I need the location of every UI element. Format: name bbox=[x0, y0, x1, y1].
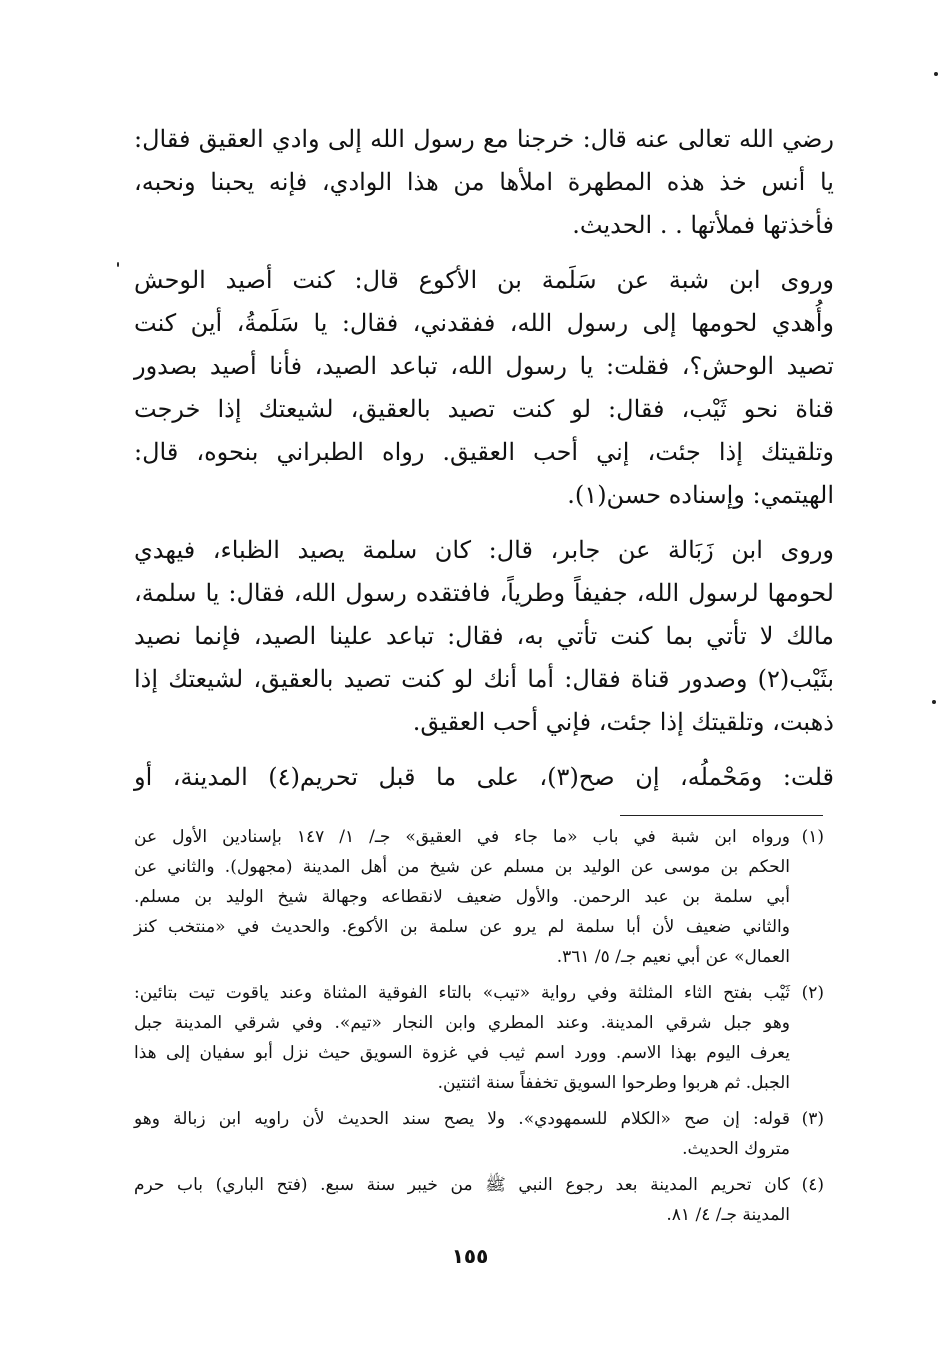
text-line: تصيد الوحش؟، فقلت: يا رسول الله، تباعد الصيد، فأنا أصيد بصدور bbox=[134, 352, 834, 380]
text-line: وتلقيتك إذا جئت، إني أحب العقيق. رواه الطبراني بنحوه، قال: bbox=[134, 438, 834, 466]
footnote-line: كان تحريم المدينة بعد رجوع النبي ﷺ من خيبر سنة سبع. (فتح الباري) باب حرم bbox=[134, 1175, 790, 1195]
margin-speck bbox=[932, 700, 936, 704]
footnote-line: ورواه ابن شبة في باب «ما جاء في العقيق» جـ/ ١/ ١٤٧ بإسنادين الأول عن bbox=[134, 827, 790, 847]
text-line: وروى ابن شبة عن سَلَمة بن الأكوع قال: كنت أصيد الوحش bbox=[134, 266, 834, 294]
text-line: الهيتمي: وإسناده حسن(١). bbox=[567, 481, 834, 509]
footnote-line: قوله: إن صح «الكلام للسمهودي». ولا يصح سند الحديث لأن راويه ابن زبالة وهو bbox=[134, 1109, 790, 1129]
margin-speck bbox=[934, 72, 938, 76]
footnote-line: يعرف اليوم بهذا الاسم. وورد اسم ثيب في غزوة السويق حيث نزل أبو سفيان إلى هذا bbox=[134, 1043, 790, 1063]
footnote-text bbox=[134, 978, 790, 1098]
footnote-line: المدينة جـ/ ٤/ ٨١. bbox=[666, 1205, 790, 1225]
footnote-3 bbox=[134, 1104, 824, 1164]
footnote-line: متروك الحديث. bbox=[682, 1139, 790, 1159]
text-line: وروى ابن زَبَالة عن جابر، قال: كان سلمة يصيد الظباء، فيهدي bbox=[134, 536, 834, 564]
footnote-line: العمال» عن أبي نعيم جـ/ ٥/ ٣٦١. bbox=[556, 947, 790, 967]
footnote-number: (٣) bbox=[801, 1109, 824, 1129]
footnote-text bbox=[134, 822, 790, 972]
page-number: ١٥٥ bbox=[451, 1244, 489, 1268]
text-line: لحومها لرسول الله، جفيفاً وطرياً، فافتقده رسول الله، فقال: يا سلمة، bbox=[134, 579, 834, 607]
footnote-2 bbox=[134, 978, 824, 1098]
footnote-number: (٢) bbox=[801, 983, 824, 1003]
footnote-line: أبي سلمة بن عبد الرحمن. والأول ضعيف لانقطاعه وجهالة شيخ الوليد بن مسلم. bbox=[134, 887, 790, 907]
paragraph-1 bbox=[134, 118, 834, 247]
footnote-line: الحكم بن موسى عن الوليد بن مسلم عن شيخ من أهل المدينة (مجهول). والثاني عن bbox=[134, 857, 790, 877]
footnote-text bbox=[134, 1170, 790, 1230]
footnote-line: وهو جبل شرقي المدينة. وعند المطري وابن النجار «تيم». وفي شرقي المدينة جبل bbox=[134, 1013, 790, 1033]
footnote-line: الجبل. ثم هربوا وطرحوا السويق تخففاً سنة اثنتين. bbox=[437, 1073, 790, 1093]
main-text bbox=[134, 118, 834, 811]
text-line: مالك لا تأتي بما كنت تأتي به، فقال: تباعد علينا الصيد، فإنما نصيد bbox=[134, 622, 834, 650]
footnote-line: ثَيْب بفتح الثاء المثلثة وفي رواية «تيب» بالتاء الفوقية المثناة وعند ياقوت تيت بتائين: bbox=[134, 983, 790, 1003]
text-line: رضي الله تعالى عنه قال: خرجنا مع رسول الله إلى وادي العقيق فقال: bbox=[134, 125, 834, 153]
text-line: قلت: ومَحْملُه، إن صح(٣)، على ما قبل تحريم(٤) المدينة، أو bbox=[134, 763, 834, 791]
paragraph-3 bbox=[134, 529, 834, 744]
text-line: يا أنس خذ هذه المطهرة املأها من هذا الوادي، فإنه يحبنا ونحبه، bbox=[134, 168, 834, 196]
text-line: قناة نحو ثَيْب، فقال: لو كنت تصيد بالعقيق، لشيعتك إذا خرجت bbox=[134, 395, 834, 423]
footnote-line: والثاني ضعيف لأن أبا سلمة لم يرو عن سلمة بن الأكوع. والحديث في «منتخب كنز bbox=[134, 917, 790, 937]
footnote-4 bbox=[134, 1170, 824, 1230]
footnotes bbox=[134, 822, 824, 1236]
footnote-number: (٤) bbox=[801, 1175, 824, 1195]
footnote-divider bbox=[620, 815, 823, 816]
footnote-1 bbox=[134, 822, 824, 972]
footnote-number: (١) bbox=[801, 827, 824, 847]
text-line: بثَيْب(٢) وصدور قناة فقال: أما أنك لو كنت تصيد بالعقيق، لشيعتك إذا bbox=[134, 665, 834, 693]
text-line: وأُهدي لحومها إلى رسول الله، ففقدني، فقال: يا سَلَمةُ، أين كنت bbox=[134, 309, 834, 337]
text-line: ذهبت، وتلقيتك إذا جئت، فإني أحب العقيق. bbox=[412, 708, 834, 736]
text-line: فأخذتها فملأتها . . الحديث. bbox=[572, 211, 834, 239]
paragraph-4 bbox=[134, 756, 834, 799]
paragraph-2 bbox=[134, 259, 834, 517]
margin-speck bbox=[117, 262, 119, 267]
footnote-text bbox=[134, 1104, 790, 1164]
